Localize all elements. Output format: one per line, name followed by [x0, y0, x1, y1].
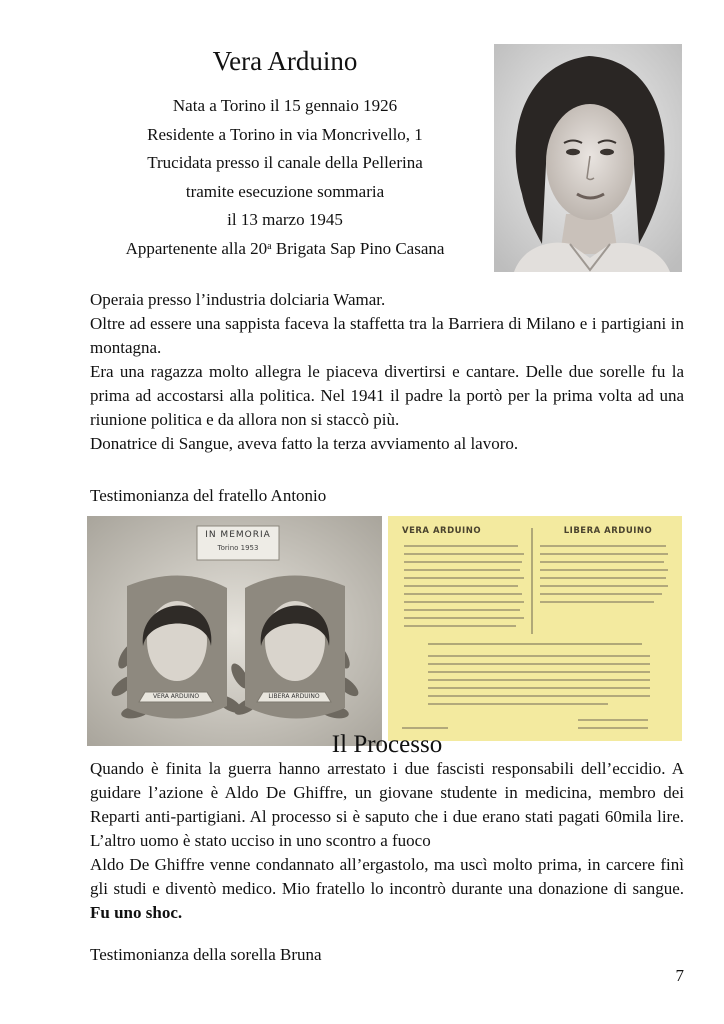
testimony-attribution-brother: Testimonianza del fratello Antonio [90, 486, 327, 505]
memorial-banner-year: Torino 1953 [217, 544, 259, 552]
person-name: Vera Arduino [212, 46, 358, 76]
trial-sentences-sentence: Aldo De Ghiffre venne condannato all’ergastolo, ma uscì molto prima, in carcere finì gli studi e diventò medico. Mio fratello lo incontrò durante una donazione di sangue. Fu uno shoc. [90, 855, 684, 922]
memorial-ribbon-left: VERA ARDUINO [152, 693, 200, 700]
bio-sentence-personality: Era una ragazza molto allegra le piaceva divertirsi e cantare. Delle due sorelle fu la prima ad accostarsi alla politica. Nel 1941 il padre la portò per la prima volta ad una riunione politica e da allora non si staccò più. [90, 362, 684, 429]
commemorative-card [388, 516, 682, 741]
page-number: 7 [675, 966, 684, 985]
residence-line: Residente a Torino in via Moncrivello, 1 [147, 124, 423, 144]
bio-details [90, 92, 480, 263]
trial-paragraph [90, 757, 684, 925]
execution-line: tramite esecuzione sommaria [185, 181, 385, 201]
death-date-line: il 13 marzo 1945 [227, 210, 343, 229]
bio-sentence-donor: Donatrice di Sangue, aveva fatto la terza avviamento al lavoro. [90, 434, 519, 453]
memorial-image [87, 516, 382, 746]
trial-sentences-arrest: Quando è finita la guerra hanno arrestato i due fascisti responsabili dell’eccidio. A guidare l’azione è Aldo De Ghiffre, un giovane studente in medicina, membro dei Reparti anti-partigiani. Al processo si è saputo che i due erano stati pagati 60mila lire. L’altro uomo è stato ucciso in uno scontro a fuoco [90, 759, 684, 850]
bio-sentence-relay: Oltre ad essere una sappista faceva la staffetta tra la Barriera di Milano e i partigiani in montagna. [90, 314, 684, 357]
trial-bold-remark: Fu uno shoc. [90, 903, 183, 922]
brigade-line: Appartenente alla 20$^a$ Brigata Sap Pino Casana [125, 238, 445, 258]
bio-sentence-work: Operaia presso l’industria dolciaria Wamar. [90, 290, 386, 309]
memorial-banner-title: IN MEMORIA [205, 530, 271, 540]
memorial-ribbon-right: LIBERA ARDUINO [268, 693, 320, 700]
card-title-libera: LIBERA ARDUINO [563, 526, 653, 536]
birth-line: Nata a Torino il 15 gennaio 1926 [172, 96, 398, 115]
testimony-attribution-sister: Testimonianza della sorella Bruna [90, 945, 322, 964]
death-place-line: Trucidata presso il canale della Pellerina [147, 153, 423, 172]
card-title-vera: VERA ARDUINO [402, 526, 482, 536]
section-title: Il Processo [331, 731, 443, 758]
portrait-photo [494, 44, 682, 272]
bio-paragraph [90, 288, 684, 456]
